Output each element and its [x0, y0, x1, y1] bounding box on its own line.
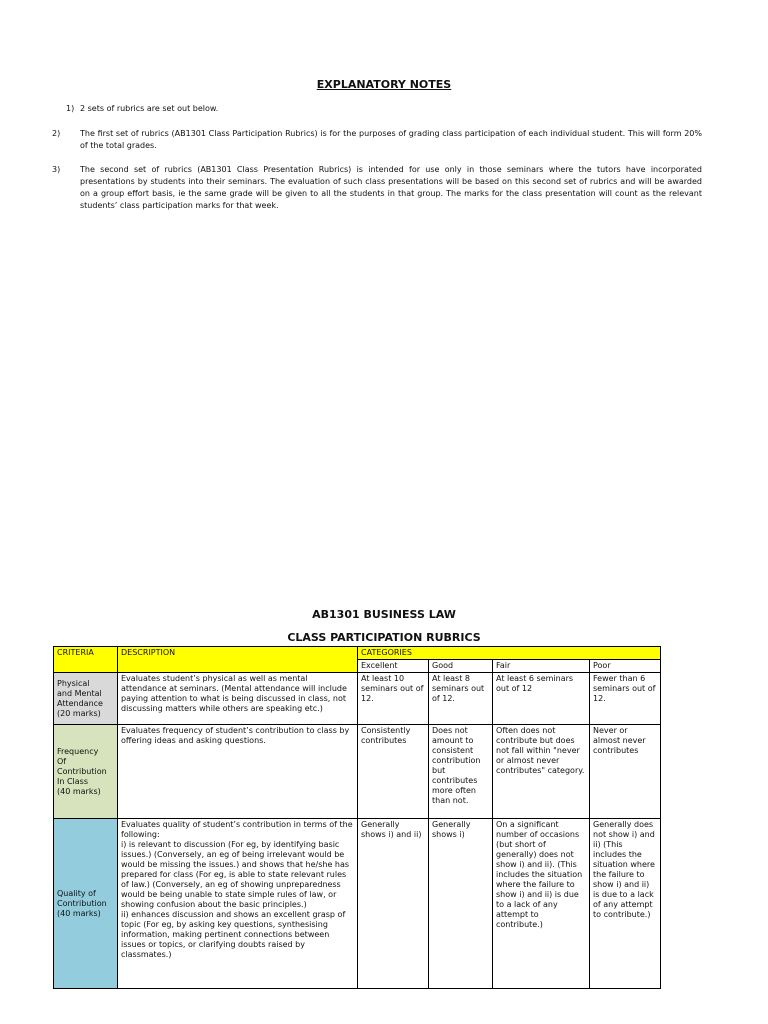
excellent-cell: At least 10 seminars out of 12. — [358, 673, 429, 725]
good-cell: Does not amount to consistent contribution but contributes more often than not. — [429, 725, 493, 819]
criteria-cell: Quality of Contribution (40 marks) — [54, 819, 118, 989]
rubric-table — [53, 646, 661, 989]
rubric-title: CLASS PARTICIPATION RUBRICS — [287, 631, 481, 644]
criteria-cell: Frequency Of Contribution In Class (40 marks) — [54, 725, 118, 819]
description-cell: Evaluates student’s physical as well as mental attendance at seminars. (Mental attendance will include paying attention to what is being discussed in class, not discussing matters while others are speaking etc.) — [118, 673, 358, 725]
excellent-cell: Generally shows i) and ii) — [358, 819, 429, 989]
fair-cell: Often does not contribute but does not fall within "never or almost never contributes" category. — [493, 725, 590, 819]
criteria-header: CRITERIA — [54, 647, 118, 673]
criteria-cell: Physical and Mental Attendance (20 marks) — [54, 673, 118, 725]
excellent-cell: Consistently contributes — [358, 725, 429, 819]
fair-cell: On a significant number of occasions (but short of generally) does not show i) and ii). (This includes the situation where the failure to show i) and ii) is due to a lack of any attempt to contribute.) — [493, 819, 590, 989]
category-excellent: Excellent — [358, 660, 429, 673]
note-number: 3) — [52, 165, 61, 174]
course-title: AB1301 BUSINESS LAW — [312, 608, 456, 621]
table-row — [54, 819, 661, 989]
description-cell: Evaluates quality of student’s contribution in terms of the following: i) is relevant to discussion (For eg, by identifying basic issues.) (Conversely, an eg of being irrelevant would be would be missing the issues.) and shows that he/she has prepared for class (For eg, is able to state relevant rules of law.) (Conversely, an eg of showing unpreparedness would be being unable to state simple rules of law, or showing confusion about the basic principles.) ii) enhances discussion and shows an excellent grasp of topic (For eg, by asking key questions, synthesising information, making pertinent connections between issues or topics, or clarifying doubts raised by classmates.) — [118, 819, 358, 989]
table-row — [54, 725, 661, 819]
category-good: Good — [429, 660, 493, 673]
description-cell: Evaluates frequency of student’s contribution to class by offering ideas and asking questions. — [118, 725, 358, 819]
note-number: 2) — [52, 129, 61, 138]
note-number: 1) — [66, 104, 75, 113]
table-row — [54, 673, 661, 725]
note-text: 2 sets of rubrics are set out below. — [80, 104, 219, 113]
fair-cell: At least 6 seminars out of 12 — [493, 673, 590, 725]
table-header-row — [54, 647, 661, 660]
explanatory-notes-title: EXPLANATORY NOTES — [316, 78, 452, 91]
note-item — [52, 128, 702, 152]
note-item — [66, 103, 702, 115]
note-text: The first set of rubrics (AB1301 Class Participation Rubrics) is for the purposes of grading class participation of each individual student. This will form 20% of the total grades. — [80, 129, 702, 150]
category-poor: Poor — [590, 660, 661, 673]
poor-cell: Fewer than 6 seminars out of 12. — [590, 673, 661, 725]
categories-header: CATEGORIES — [358, 647, 661, 660]
category-fair: Fair — [493, 660, 590, 673]
good-cell: At least 8 seminars out of 12. — [429, 673, 493, 725]
note-item — [52, 164, 702, 212]
note-text: The second set of rubrics (AB1301 Class Presentation Rubrics) is intended for use only in those seminars where the tutors have incorporated presentations by students into their seminars. The evaluation of such class presentations will be based on this second set of rubrics and will be awarded on a group effort basis, ie the same grade will be given to all the students in that group. The marks for the class presentation will count as the relevant students’ class participation marks for that week. — [80, 165, 702, 210]
poor-cell: Generally does not show i) and ii) (This includes the situation where the failure to show i) and ii) is due to a lack of any attempt to contribute.) — [590, 819, 661, 989]
poor-cell: Never or almost never contributes — [590, 725, 661, 819]
description-header: DESCRIPTION — [118, 647, 358, 673]
good-cell: Generally shows i) — [429, 819, 493, 989]
